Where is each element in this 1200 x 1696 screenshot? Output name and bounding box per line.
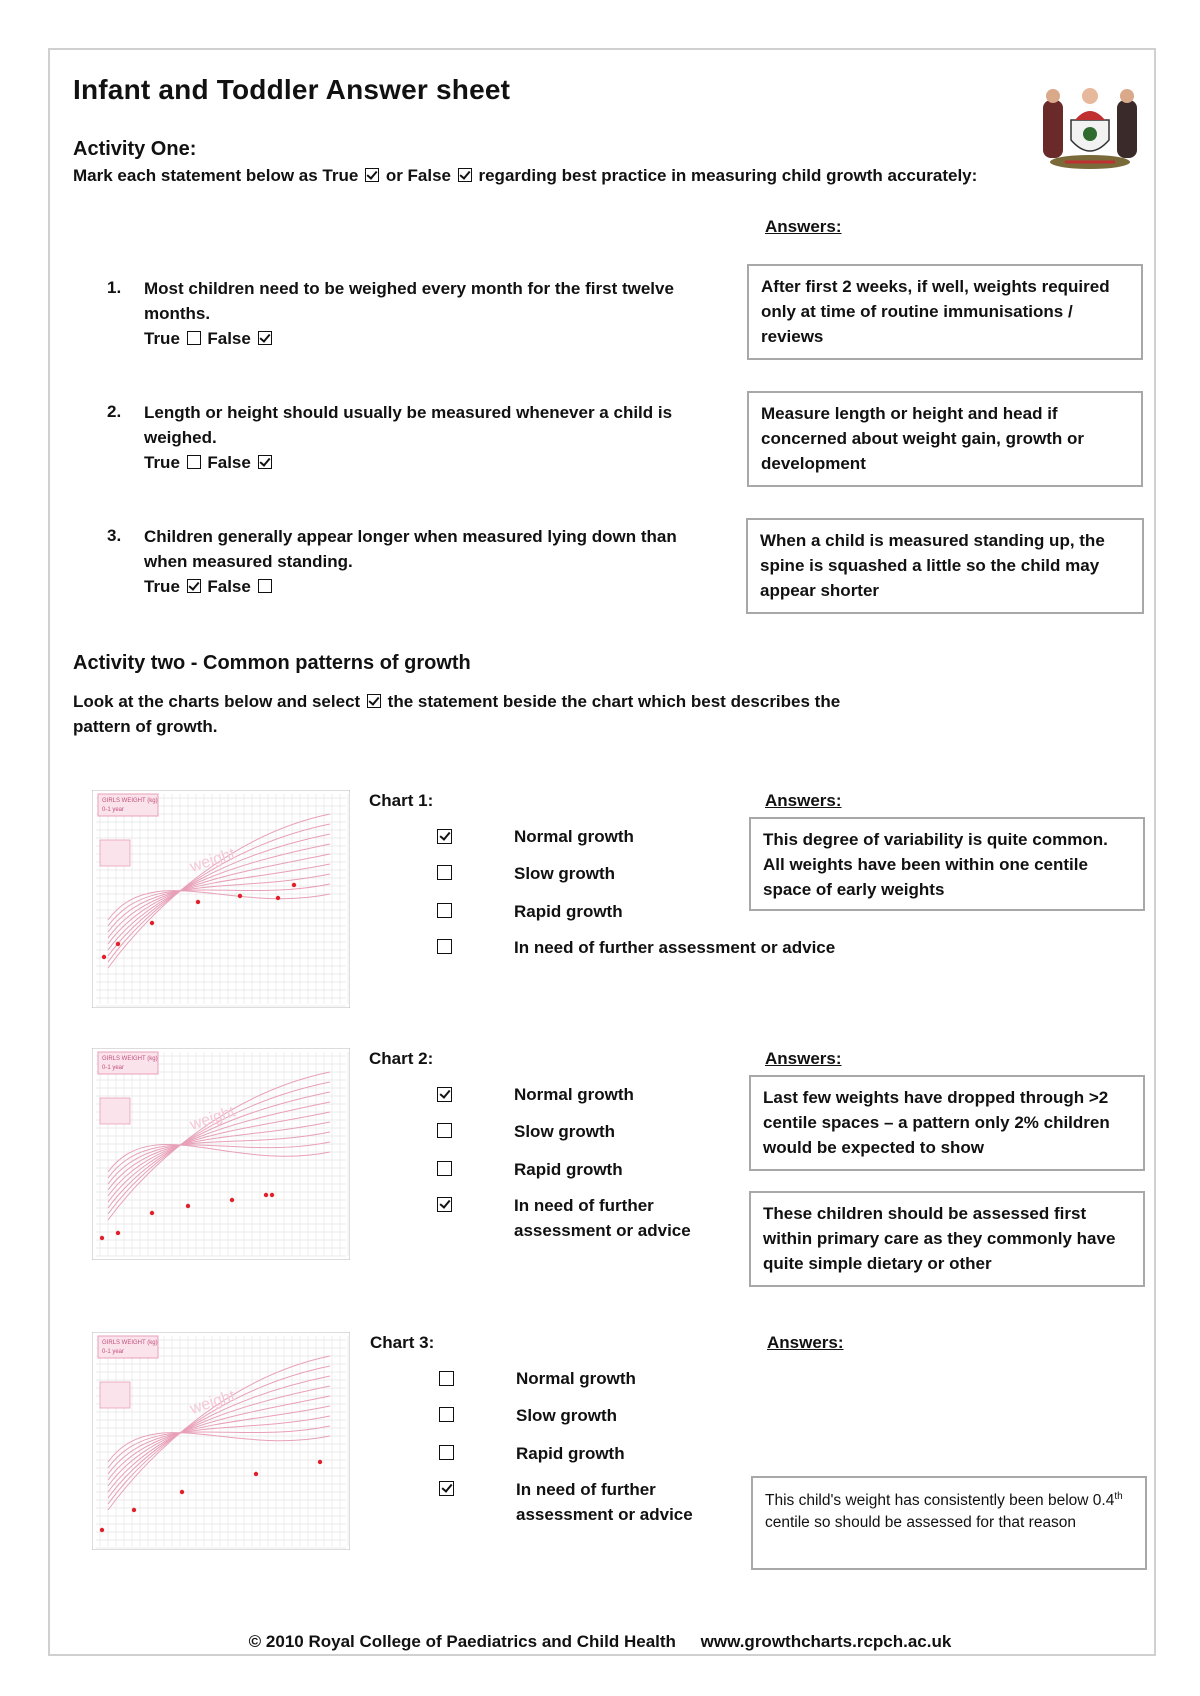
activity-two-heading: Activity two - Common patterns of growth — [73, 652, 471, 674]
false-checkbox[interactable] — [258, 331, 272, 345]
instruction-line — [73, 689, 913, 714]
chart-note-box — [100, 1098, 130, 1124]
checked-box-icon — [365, 168, 379, 182]
activity-two-instruction — [73, 689, 913, 739]
option-checkbox-normal[interactable] — [439, 1371, 454, 1386]
chart-subtitle-text: 0-1 year — [102, 807, 125, 813]
chart-watermark: weight — [187, 1387, 238, 1418]
option-normal-growth: Normal growth — [514, 827, 634, 846]
option-checkbox-normal[interactable] — [437, 1087, 452, 1102]
option-checkbox-slow[interactable] — [437, 1123, 452, 1138]
weight-point — [264, 1193, 268, 1197]
answers-label: Answers: — [767, 1333, 844, 1352]
option-normal-growth: Normal growth — [514, 1085, 634, 1104]
page-title: Infant and Toddler Answer sheet — [73, 74, 511, 105]
false-label: False — [207, 329, 251, 348]
option-assessment — [514, 1193, 691, 1243]
ordinal-suffix: th — [1114, 1491, 1123, 1502]
option-checkbox-normal[interactable] — [437, 829, 452, 844]
chart-title-text: GIRLS WEIGHT (kg) — [102, 1340, 158, 1346]
weight-point — [276, 896, 280, 900]
answer-box: This degree of variability is quite common. All weights have been within one centile space of early weights — [749, 817, 1145, 911]
instruction-part-b: or False — [385, 166, 452, 185]
option-assessment — [516, 1477, 693, 1527]
weight-point — [150, 921, 154, 925]
answer-box — [751, 1476, 1147, 1570]
true-checkbox[interactable] — [187, 331, 201, 345]
true-label: True — [144, 577, 180, 596]
weight-point — [230, 1198, 234, 1202]
question-number: 2. — [107, 402, 122, 421]
activity-one-heading: Activity One: — [73, 138, 197, 160]
weight-point — [132, 1508, 136, 1512]
instruction-part-b: the statement beside the chart which best describes the — [387, 692, 841, 711]
instruction-part-c: pattern of growth. — [73, 717, 218, 736]
answers-label: Answers: — [765, 217, 842, 236]
question-3 — [144, 524, 704, 599]
answer-box: These children should be assessed first within primary care as they commonly have quite simple dietary or other — [749, 1191, 1145, 1287]
weight-point — [318, 1460, 322, 1464]
weight-point — [238, 894, 242, 898]
checked-box-icon — [367, 694, 381, 708]
weight-point — [150, 1211, 154, 1215]
option-line: assessment or advice — [514, 1221, 691, 1240]
website-link[interactable]: www.growthcharts.rcpch.ac.uk — [700, 1632, 952, 1651]
chart-note-box — [100, 1382, 130, 1408]
option-checkbox-rapid[interactable] — [439, 1445, 454, 1460]
chart-subtitle-text: 0-1 year — [102, 1349, 125, 1355]
option-line: In need of further — [514, 1196, 654, 1215]
instruction-part-a: Look at the charts below and select — [73, 692, 361, 711]
weight-point — [116, 1231, 120, 1235]
question-line: weighed. — [144, 428, 217, 447]
answer-box: Last few weights have dropped through >2 centile spaces – a pattern only 2% children would be expected to show — [749, 1075, 1145, 1171]
instruction-part-a: Mark each statement below as True — [73, 166, 359, 185]
option-slow-growth: Slow growth — [516, 1406, 618, 1425]
chart-subtitle-text: 0-1 year — [102, 1065, 125, 1071]
chart-watermark: weight — [187, 845, 238, 876]
weight-point — [180, 1490, 184, 1494]
question-1 — [144, 276, 704, 351]
question-line: Length or height should usually be measured whenever a child is — [144, 403, 673, 422]
answer-text-a: This child's weight has consistently been below 0.4 — [765, 1492, 1115, 1510]
answer-box: After first 2 weeks, if well, weights required only at time of routine immunisations / reviews — [747, 264, 1143, 360]
option-rapid-growth: Rapid growth — [516, 1444, 625, 1463]
chart-frame — [92, 1332, 350, 1550]
copyright: © 2010 Royal College of Paediatrics and Child Health — [248, 1632, 676, 1651]
false-checkbox[interactable] — [258, 579, 272, 593]
footer — [0, 1632, 1200, 1652]
chart-note-box — [100, 840, 130, 866]
option-checkbox-assessment[interactable] — [439, 1481, 454, 1496]
rcpch-crest-logo — [1035, 82, 1145, 172]
activity-one-instruction — [73, 166, 977, 186]
weight-point — [186, 1204, 190, 1208]
option-slow-growth: Slow growth — [514, 864, 616, 883]
growth-chart-thumbnail — [92, 1332, 350, 1550]
weight-point — [100, 1528, 104, 1532]
question-line: months. — [144, 304, 211, 323]
option-rapid-growth: Rapid growth — [514, 902, 623, 921]
answer-box: Measure length or height and head if concerned about weight gain, growth or development — [747, 391, 1143, 487]
growth-chart-thumbnail — [92, 790, 350, 1008]
checked-box-icon — [458, 168, 472, 182]
instruction-part-c: regarding best practice in measuring child growth accurately: — [478, 166, 978, 185]
weight-point — [270, 1193, 274, 1197]
answer-box: When a child is measured standing up, the spine is squashed a little so the child may appear shorter — [746, 518, 1144, 614]
true-false-row — [144, 326, 704, 351]
option-checkbox-slow[interactable] — [439, 1407, 454, 1422]
true-checkbox[interactable] — [187, 579, 201, 593]
option-line: In need of further — [516, 1480, 656, 1499]
option-checkbox-assessment[interactable] — [437, 939, 452, 954]
true-label: True — [144, 453, 180, 472]
question-number: 3. — [107, 526, 122, 545]
question-2 — [144, 400, 704, 475]
answers-label: Answers: — [765, 791, 842, 810]
option-checkbox-rapid[interactable] — [437, 1161, 452, 1176]
false-checkbox[interactable] — [258, 455, 272, 469]
weight-point — [292, 883, 296, 887]
weight-point — [196, 900, 200, 904]
chart-frame — [92, 790, 350, 1008]
weight-point — [102, 955, 106, 959]
false-label: False — [207, 577, 251, 596]
chart-title-text: GIRLS WEIGHT (kg) — [102, 1056, 158, 1062]
question-number: 1. — [107, 278, 122, 297]
option-slow-growth: Slow growth — [514, 1122, 616, 1141]
answers-label: Answers: — [765, 1049, 842, 1068]
question-line: Most children need to be weighed every month for the first twelve — [144, 279, 674, 298]
false-label: False — [207, 453, 251, 472]
weight-point — [254, 1472, 258, 1476]
growth-chart-thumbnail — [92, 1048, 350, 1260]
option-checkbox-assessment[interactable] — [437, 1197, 452, 1212]
weight-point — [100, 1236, 104, 1240]
true-checkbox[interactable] — [187, 455, 201, 469]
question-line: Children generally appear longer when measured lying down than — [144, 527, 677, 546]
question-line: when measured standing. — [144, 552, 353, 571]
option-normal-growth: Normal growth — [516, 1369, 636, 1388]
true-false-row — [144, 450, 704, 475]
chart-label: Chart 1: — [369, 791, 434, 810]
option-checkbox-rapid[interactable] — [437, 903, 452, 918]
chart-title-text: GIRLS WEIGHT (kg) — [102, 798, 158, 804]
chart-watermark: weight — [187, 1103, 238, 1134]
option-line: assessment or advice — [516, 1505, 693, 1524]
answer-text-b: centile so should be assessed for that reason — [765, 1514, 1077, 1532]
option-assessment: In need of further assessment or advice — [514, 938, 836, 957]
chart-label: Chart 2: — [369, 1049, 434, 1068]
option-checkbox-slow[interactable] — [437, 865, 452, 880]
chart-label: Chart 3: — [370, 1333, 435, 1352]
option-rapid-growth: Rapid growth — [514, 1160, 623, 1179]
true-label: True — [144, 329, 180, 348]
true-false-row — [144, 574, 704, 599]
weight-point — [116, 942, 120, 946]
